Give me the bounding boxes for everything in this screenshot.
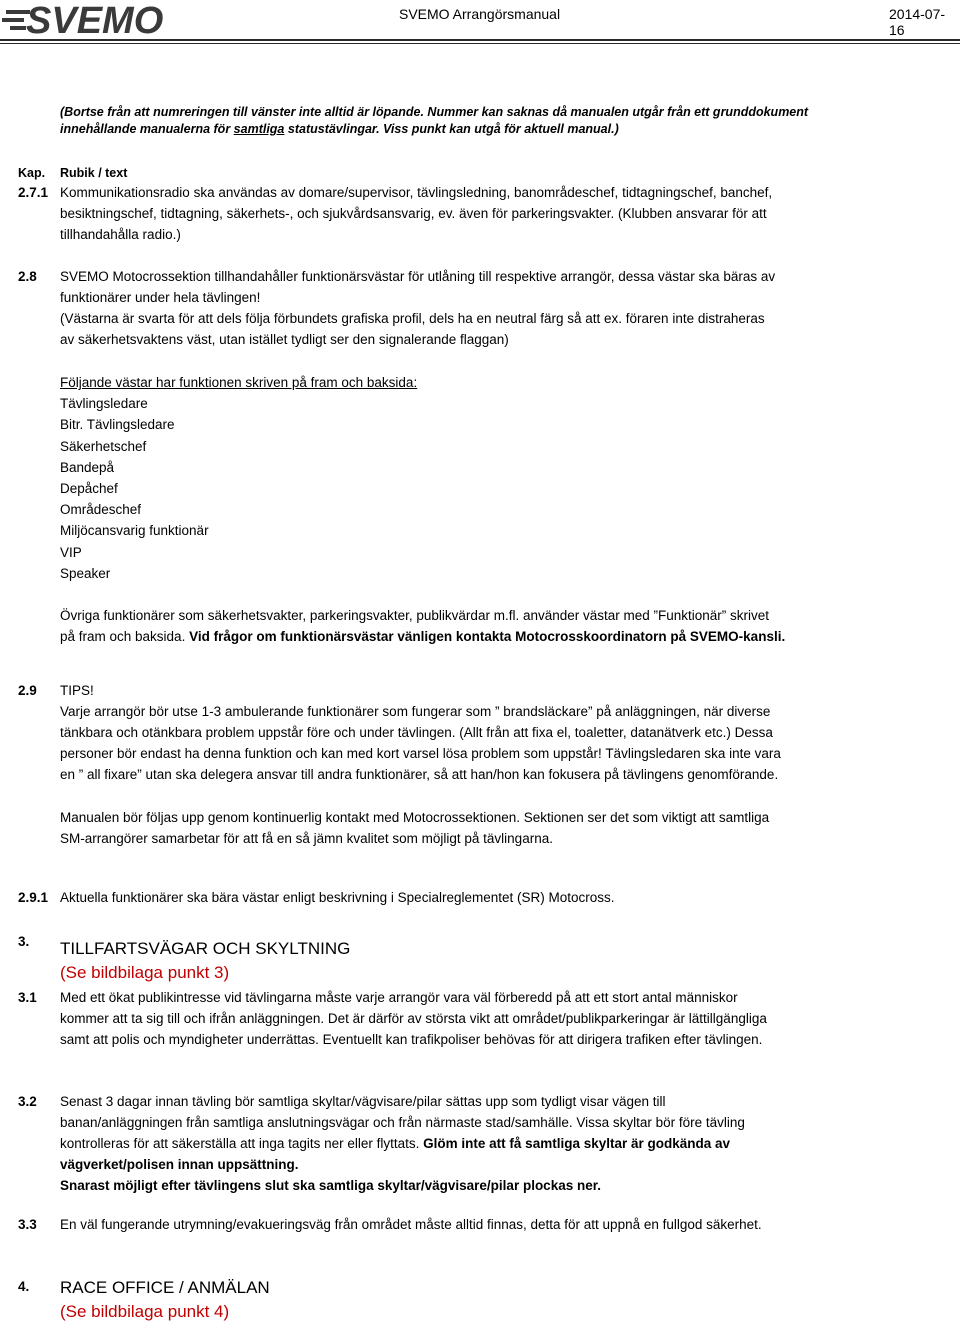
list-item: Bandepå xyxy=(60,459,115,475)
list-item: Områdeschef xyxy=(60,502,142,518)
section-4-reference: (Se bildbilaga punkt 4) xyxy=(60,1302,230,1321)
other-officials-text: Övriga funktionärer som säkerhetsvakter, parkeringsvakter, publikvärdar m.fl. använder västar med ”Funktionär” skrivet på fram och baksida. Vid frågor om funktionärsvästar vänligen kontakta Motocrosskoordinatorn på SVEMO-kansli. xyxy=(60,608,786,644)
section-4-title: RACE OFFICE / ANMÄLAN xyxy=(60,1278,270,1297)
section-3-title: TILLFARTSVÄGAR OCH SKYLTNING xyxy=(60,939,351,958)
item-number-3-3: 3.3 xyxy=(18,1217,37,1232)
document-date: 2014-07-16 xyxy=(889,6,946,38)
column-kap: Kap. xyxy=(18,166,46,180)
header-divider-thin xyxy=(0,43,960,44)
column-rubrik: Rubik / text xyxy=(60,166,128,180)
list-item: Speaker xyxy=(60,565,111,581)
item-number-3-2: 3.2 xyxy=(18,1094,37,1109)
list-item: VIP xyxy=(60,544,82,560)
item-2-7-1-text: Kommunikationsradio ska användas av domare/supervisor, tävlingsledning, banområdeschef, tidtagningschef, banchef, besiktningschef, tidtagning, säkerhets-, och sjukvårdsansvarig, ev. även för parkeringsvakter. (Klubben ansvarar för att tillhandahålla radio.) xyxy=(60,185,773,242)
svemo-logo xyxy=(2,2,234,36)
section-3-heading xyxy=(60,937,350,985)
contact-notice: Vid frågor om funktionärsvästar vänligen kontakta Motocrosskoordinatorn på SVEMO-kansli. xyxy=(189,629,786,644)
section-number-3: 3. xyxy=(18,934,30,949)
list-item: Miljöcansvarig funktionär xyxy=(60,523,209,539)
item-number-2-9-1: 2.9.1 xyxy=(18,890,49,905)
logo-text: SVEMO xyxy=(26,2,164,36)
item-number-2-9: 2.9 xyxy=(18,683,37,698)
page-header xyxy=(0,0,960,40)
list-item: Säkerhetschef xyxy=(60,438,147,454)
note-line-1: (Bortse från att numreringen till vänster inte alltid är löpande. Nummer kan saknas då manualen utgår från ett grunddokument xyxy=(60,105,809,119)
list-item: Depåchef xyxy=(60,481,118,497)
list-item: Bitr. Tävlingsledare xyxy=(60,417,175,433)
section-3-reference: (Se bildbilaga punkt 3) xyxy=(60,963,230,982)
header-divider xyxy=(0,39,960,41)
numbering-note xyxy=(60,104,808,138)
item-number-3-1: 3.1 xyxy=(18,990,37,1005)
item-2-9-1-text: Aktuella funktionärer ska bära västar enligt beskrivning i Specialreglementet (SR) Motocross. xyxy=(60,890,615,905)
item-3-3-text: En väl fungerande utrymning/evakueringsväg från området måste alltid finnas, detta för att uppnå en fullgod säkerhet. xyxy=(60,1217,762,1232)
underlined-word: samtliga xyxy=(233,122,285,136)
item-2-9-followup: Manualen bör följas upp genom kontinuerlig kontakt med Motocrossektionen. Sektionen ser det som viktigt att samtliga SM-arrangörer samarbetar för att få en så jämn kvalitet som möjligt på tävlingarna. xyxy=(60,810,770,846)
note-line-2: innehållande manualerna för samtliga statustävlingar. Viss punkt kan utgå för aktuell manual.) xyxy=(60,122,619,136)
document-title: SVEMO Arrangörsmanual xyxy=(399,6,561,22)
section-number-4: 4. xyxy=(18,1279,30,1294)
list-item: Tävlingsledare xyxy=(60,396,148,412)
item-number-2-7-1: 2.7.1 xyxy=(18,185,49,200)
section-4-heading xyxy=(60,1276,270,1324)
item-2-8-text: SVEMO Motocrossektion tillhandahåller funktionärsvästar för utlåning till respektive arrangör, dessa västar ska bäras av funktionärer under hela tävlingen! (Västarna är svarta för att dels följa förbundets grafiska profil, dels ha en neutral färg så att ex. föraren inte distraheras av säkerhetsvaktens väst, utan istället tydligt ser den signalerande flaggan) xyxy=(60,269,776,347)
item-2-9-text: TIPS! Varje arrangör bör utse 1-3 ambulerande funktionärer som fungerar som ” brandsläckare” på anläggningen, när diverse tänkbara och otänkbara problem uppstår före och under tävlingen. (Allt från att fixa el, toaletter, datanätverk etc.) Dessa personer bör endast ha denna funktion och kan med kort varsel lösa problem som uppstår! Tävlingsledaren ska inte vara en ” all fixare” utan ska delegera ansvar till andra funktionärer, så att han/hon kan fokusera på tävlingens genomförande. xyxy=(60,683,781,782)
item-number-2-8: 2.8 xyxy=(18,269,37,284)
item-3-2-text: Senast 3 dagar innan tävling bör samtliga skyltar/vägvisare/pilar sättas upp som tydligt visar vägen till banan/anläggningen från samtliga anslutningsvägar och från närmaste stad/samhälle. Vissa skyltar bör före tävling kontrolleras för att säkerställa att inga tagits ner eller flyttats. Glöm inte att få samtliga skyltar är godkända av vägverket/polisen innan uppsättning. Snarast möjligt efter tävlingens slut ska samtliga skyltar/vägvisare/pilar plockas ner. xyxy=(60,1094,745,1193)
vest-list xyxy=(60,372,417,584)
item-3-1-text: Med ett ökat publikintresse vid tävlingarna måste varje arrangör vara väl förberedd på att ett stort antal människor kommer att ta sig till och ifrån anläggningen. Det är därför av största vikt att området/publikparkeringar är lättillgängliga samt att polis och myndigheter underrättas. Eventuellt kan trafikpoliser behövas för att dirigera trafiken efter tävlingen. xyxy=(60,990,767,1047)
vest-list-heading: Följande västar har funktionen skriven på fram och baksida: xyxy=(60,375,418,390)
